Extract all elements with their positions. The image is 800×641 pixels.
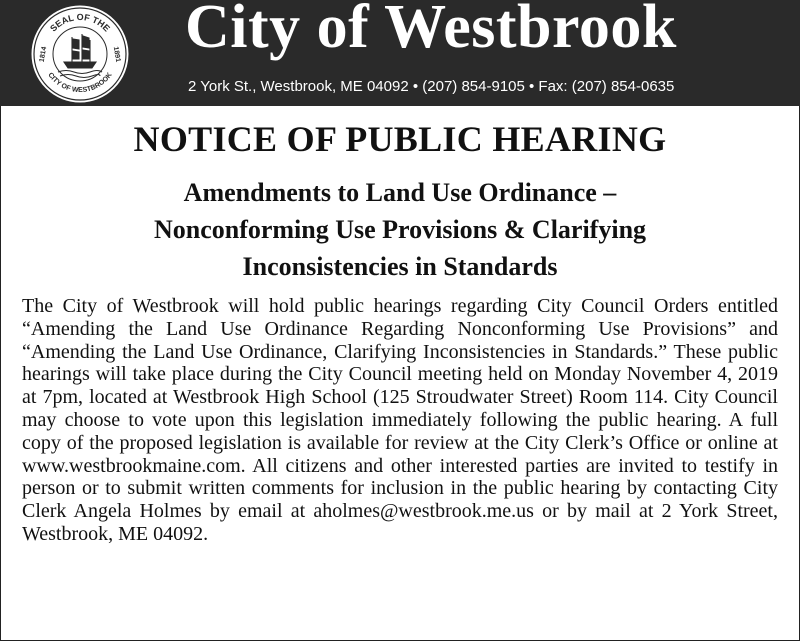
seal-bottom-text: CITY OF WESTBROOK (46, 71, 114, 95)
header-bar (0, 0, 800, 106)
notice-body: The City of Westbrook will hold public hearings regarding City Council Orders entitled “Amending the Land Use Ordinance Regarding Nonconforming Use Provisions” and “Amending the Land Use Ordinance, Clarifying Inconsistencies in Standards.” These public hearings will take place during the City Council meeting held on Monday November 4, 2019 at 7pm, located at Westbrook High School (125 Stroudwater Street) Room 114. City Council may choose to vote upon this legislation immediately following the public hearing. A full copy of the proposed legislation is available for review at the City Clerk’s Office or online at www.westbrookmaine.com. All citizens and other interested parties are invited to testify in person or to submit written comments for inclusion in the public hearing by contacting City Clerk Angela Holmes by email at aholmes@westbrook.me.us or by mail at 2 York Street, Westbrook, ME 04092. (22, 295, 778, 545)
notice-title: NOTICE OF PUBLIC HEARING (133, 119, 667, 159)
city-seal (30, 4, 130, 104)
notice-subtitle (0, 174, 800, 285)
seal-year-left: 1814 (38, 46, 49, 63)
subtitle-line: Inconsistencies in Standards (242, 252, 558, 281)
seal-year-right: 1891 (111, 46, 122, 63)
subtitle-line: Amendments to Land Use Ordinance – (183, 178, 617, 207)
seal-top-text: SEAL OF THE (48, 11, 112, 34)
city-title: City of Westbrook (185, 0, 677, 61)
subtitle-line: Nonconforming Use Provisions & Clarifying (153, 215, 647, 244)
contact-line: 2 York St., Westbrook, ME 04092 • (207) 854-9105 • Fax: (207) 854-0635 (188, 78, 675, 95)
